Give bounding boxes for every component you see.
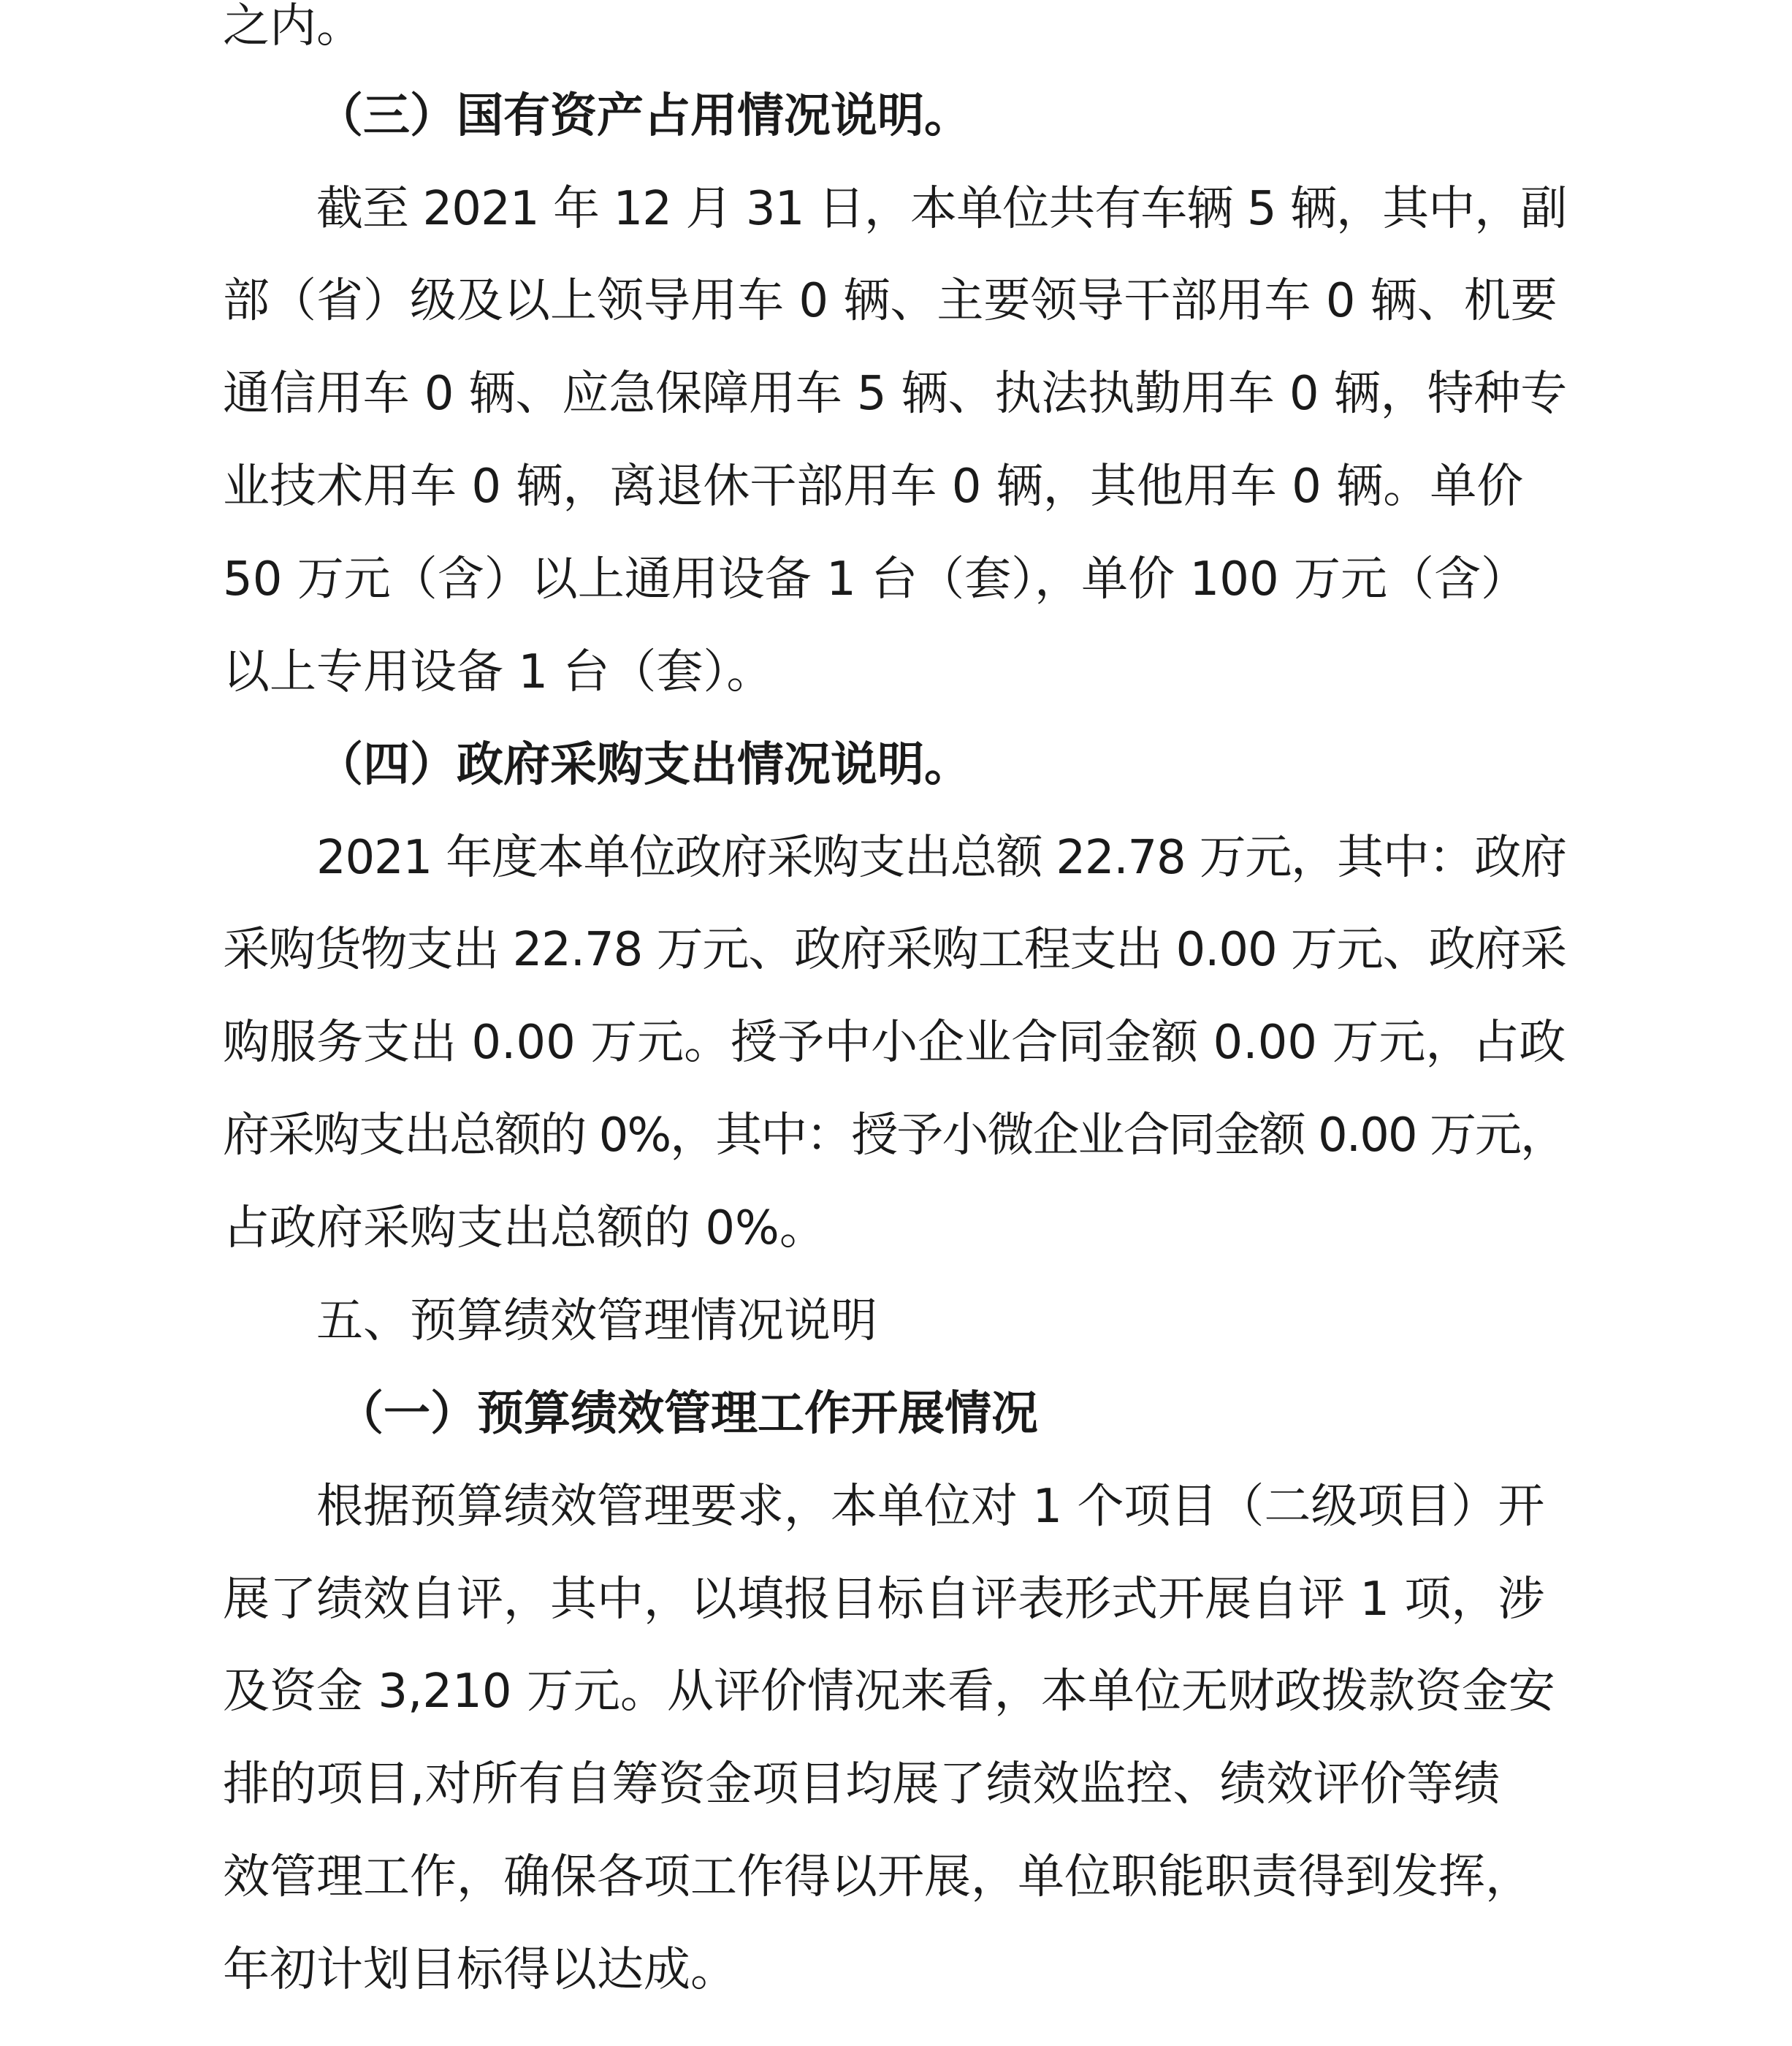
paragraph-line: 2021 年度本单位政府采购支出总额 22.78 万元，其中：政府	[316, 831, 1566, 885]
paragraph-line: 50 万元（含）以上通用设备 1 台（套），单价 100 万元（含）	[223, 552, 1528, 606]
paragraph-line: 截至 2021 年 12 月 31 日，本单位共有车辆 5 辆，其中，副	[316, 182, 1567, 236]
paragraph-line: 采购货物支出 22.78 万元、政府采购工程支出 0.00 万元、政府采	[223, 923, 1567, 977]
paragraph-line: 以上专用设备 1 台（套）。	[223, 645, 774, 699]
paragraph-line: 排的项目,对所有自筹资金项目均展了绩效监控、绩效评价等绩	[223, 1757, 1501, 1811]
section-heading: （四）政府采购支出情况说明。	[316, 738, 971, 792]
paragraph-line: 占政府采购支出总额的 0%。	[223, 1201, 826, 1255]
paragraph-line: 五、预算绩效管理情况说明	[316, 1294, 877, 1348]
paragraph-line: 之内。	[223, 0, 363, 53]
paragraph-line: 通信用车 0 辆、应急保障用车 5 辆、执法执勤用车 0 辆，特种专	[223, 367, 1567, 421]
paragraph-line: 业技术用车 0 辆，离退休干部用车 0 辆，其他用车 0 辆。单价	[223, 460, 1524, 514]
paragraph-line: 展了绩效自评，其中，以填报目标自评表形式开展自评 1 项，涉	[223, 1572, 1545, 1627]
paragraph-line: 根据预算绩效管理要求，本单位对 1 个项目（二级项目）开	[316, 1480, 1545, 1534]
paragraph-line: 及资金 3,210 万元。从评价情况来看，本单位无财政拨款资金安	[223, 1665, 1555, 1719]
paragraph-line: 年初计划目标得以达成。	[223, 1943, 737, 1997]
paragraph-line: 部（省）级及以上领导用车 0 辆、主要领导干部用车 0 辆、机要	[223, 274, 1557, 328]
paragraph-line: 府采购支出总额的 0%，其中：授予小微企业合同金额 0.00 万元，	[223, 1108, 1566, 1163]
paragraph-line: 效管理工作，确保各项工作得以开展，单位职能职责得到发挥，	[223, 1850, 1532, 1904]
section-heading: （一）预算绩效管理工作开展情况	[337, 1387, 1038, 1441]
section-heading: （三）国有资产占用情况说明。	[316, 89, 971, 143]
paragraph-line: 购服务支出 0.00 万元。授予中小企业合同金额 0.00 万元，占政	[223, 1016, 1566, 1070]
